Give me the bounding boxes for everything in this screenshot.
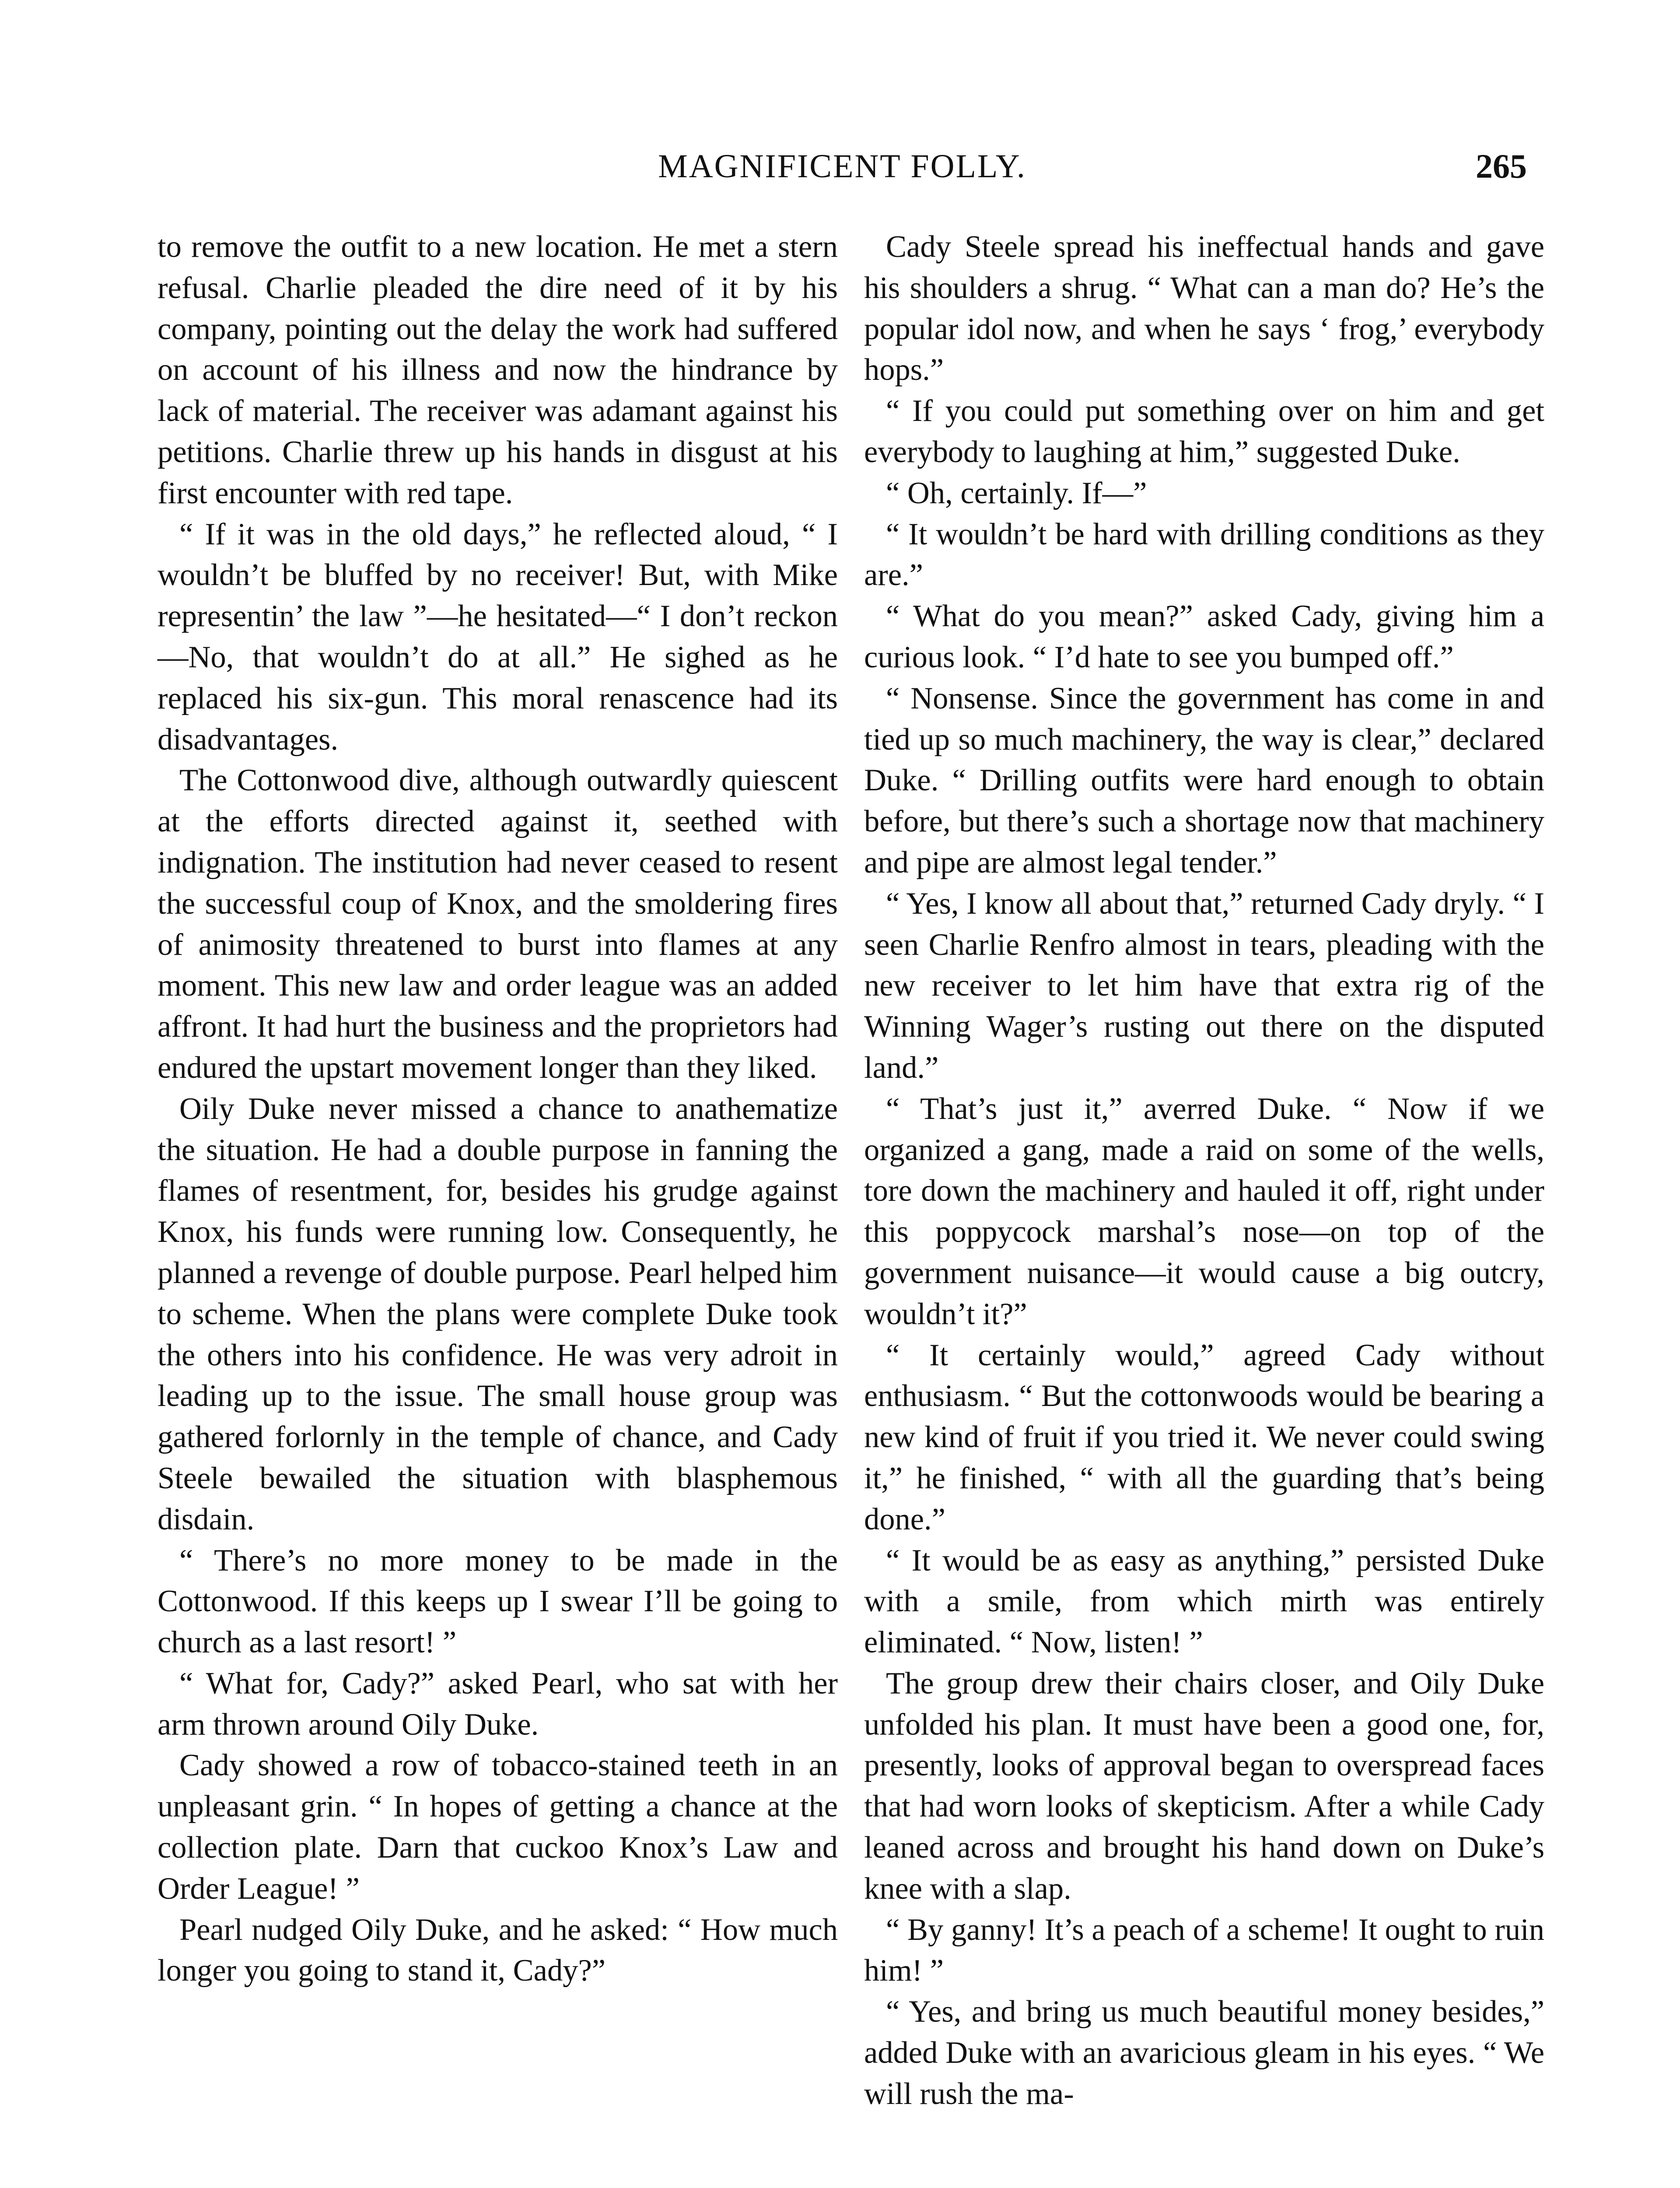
- paragraph: “ If you could put something over on him and get everybody to laughing at him,” suggested Duke.: [864, 394, 1544, 469]
- paragraph: Cady showed a row of tobacco-stained teeth in an unpleasant grin. “ In hopes of getting a chance at the collection plate. Darn that cuckoo Knox’s Law and Order League! ”: [158, 1748, 838, 1906]
- paragraph: Pearl nudged Oily Duke, and he asked: “ How much longer you going to stand it, Cady?”: [158, 1912, 838, 1988]
- page-number: 265: [1476, 147, 1527, 185]
- paragraph: Cady Steele spread his ineffectual hands and gave his shoulders a shrug. “ What can a man do? He’s the popular idol now, and when he says ‘ frog,’ everybody hops.”: [864, 230, 1544, 387]
- paragraph: “ By ganny! It’s a peach of a scheme! It ought to ruin him! ”: [864, 1912, 1544, 1988]
- paragraph: “ What do you mean?” asked Cady, giving him a curious look. “ I’d hate to see you bumped off.”: [864, 599, 1544, 674]
- paragraph: “ Nonsense. Since the government has come in and tied up so much machinery, the way is clear,” declared Duke. “ Drilling outfits were hard enough to obtain before, but there’s such a shortage now that machinery and pipe are almost legal tender.”: [864, 681, 1544, 880]
- paragraph: “ It certainly would,” agreed Cady without enthusiasm. “ But the cottonwoods would be bearing a new kind of fruit if you tried it. We never could swing it,” he finished, “ with all the guarding that’s being done.”: [864, 1338, 1544, 1536]
- paragraph: “ That’s just it,” averred Duke. “ Now if we organized a gang, made a raid on some of the wells, tore down the machinery and hauled it off, right under this poppycock marshal’s nose—on top of the government nuisance—it would cause a big outcry, wouldn’t it?”: [864, 1091, 1544, 1331]
- left-column: [158, 227, 838, 1992]
- paragraph: “ What for, Cady?” asked Pearl, who sat with her arm thrown around Oily Duke.: [158, 1666, 838, 1742]
- paragraph: Oily Duke never missed a chance to anathematize the situation. He had a double purpose in fanning the flames of resentment, for, besides his grudge against Knox, his funds were running low. Consequently, he planned a revenge of double purpose. Pearl helped him to scheme. When the plans were complete Duke took the others into his confidence. He was very adroit in leading up to the issue. The small house group was gathered forlornly in the temple of chance, and Cady Steele bewailed the situation with blasphemous disdain.: [158, 1091, 838, 1536]
- paragraph: “ It would be as easy as anything,” persisted Duke with a smile, from which mirth was entirely eliminated. “ Now, listen! ”: [864, 1543, 1544, 1660]
- running-header: [158, 144, 1527, 193]
- paragraph: The Cottonwood dive, although outwardly quiescent at the efforts directed against it, seethed with indignation. The institution had never ceased to resent the successful coup of Knox, and the smoldering fires of animosity threatened to burst into flames at any moment. This new law and order league was an added affront. It had hurt the business and the proprietors had endured the upstart movement longer than they liked.: [158, 763, 838, 1085]
- paragraph: “ Oh, certainly. If—”: [886, 476, 1147, 510]
- paragraph: to remove the outfit to a new location. He met a stern refusal. Charlie pleaded the dire need of it by his company, pointing out the delay the work had suffered on account of his illness and now the hindrance by lack of material. The receiver was adamant against his petitions. Charlie threw up his hands in disgust at his first encounter with red tape.: [158, 230, 838, 510]
- running-title: MAGNIFICENT FOLLY.: [658, 148, 1026, 185]
- right-column: [864, 227, 1544, 2115]
- paragraph: The group drew their chairs closer, and Oily Duke unfolded his plan. It must have been a good one, for, presently, looks of approval began to overspread faces that had worn looks of skepticism. After a while Cady leaned across and brought his hand down on Duke’s knee with a slap.: [864, 1666, 1544, 1906]
- paragraph: “ It wouldn’t be hard with drilling conditions as they are.”: [864, 517, 1544, 593]
- paragraph: “ Yes, I know all about that,” returned Cady dryly. “ I seen Charlie Renfro almost in tears, pleading with the new receiver to let him have that extra rig of the Winning Wager’s rusting out there on the disputed land.”: [864, 886, 1544, 1085]
- paragraph: “ If it was in the old days,” he reflected aloud, “ I wouldn’t be bluffed by no receiver! But, with Mike representin’ the law ”—he hesitated—“ I don’t reckon—No, that wouldn’t do at all.” He sighed as he replaced his six-gun. This moral renascence had its disadvantages.: [158, 517, 838, 757]
- paragraph: “ There’s no more money to be made in the Cottonwood. If this keeps up I swear I’ll be going to church as a last resort! ”: [158, 1543, 838, 1660]
- paragraph: “ Yes, and bring us much beautiful money besides,” added Duke with an avaricious gleam in his eyes. “ We will rush the ma-: [864, 1995, 1544, 2111]
